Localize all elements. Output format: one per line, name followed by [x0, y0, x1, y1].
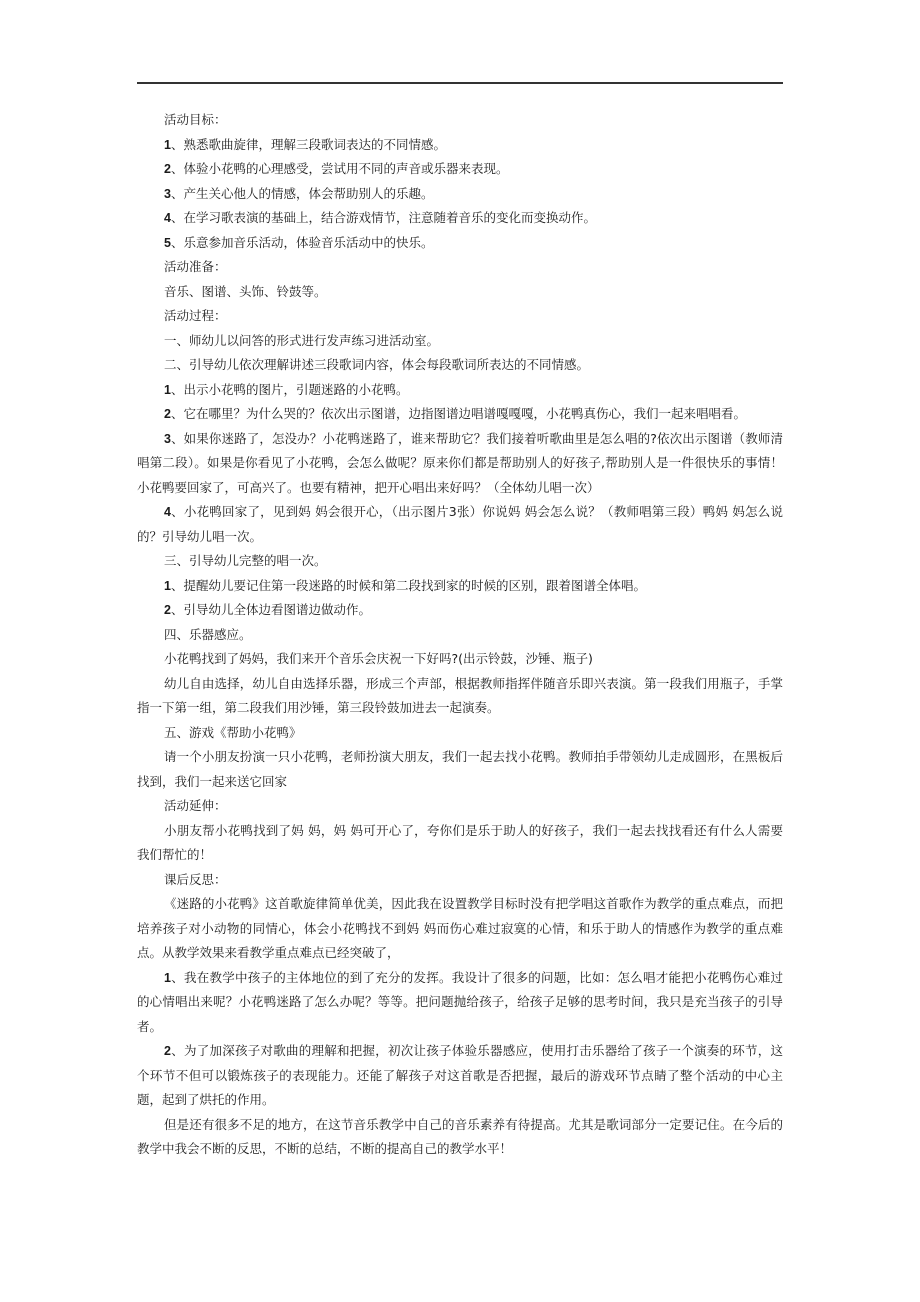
- paragraph-text: 、乐意参加音乐活动，体验音乐活动中的快乐。: [170, 234, 434, 250]
- paragraph: [137, 549, 783, 574]
- paragraph: [137, 598, 783, 623]
- paragraph: [137, 231, 783, 256]
- paragraph-text: 五、游戏《帮助小花鸭》: [164, 724, 302, 740]
- paragraph: [137, 1113, 783, 1162]
- paragraph: [137, 1039, 783, 1113]
- paragraph-text: 、出示小花鸭的图片，引题迷路的小花鸭。: [170, 381, 409, 397]
- item-number: 4: [164, 211, 171, 225]
- paragraph-text: 《迷路的小花鸭》这首歌旋律简单优美，因此我在设置教学目标时没有把学唱这首歌作为教学的重点难点，而把培养孩子对小动物的同情心，体会小花鸭找不到妈 妈而伤心难过寂寞的心情，和乐于助人的情感作为教学的重点难点。从教学效果来看教学重点难点已经突破了，: [137, 896, 783, 960]
- paragraph: [137, 868, 783, 893]
- paragraph-text: 活动过程：: [164, 308, 227, 323]
- item-number: 3: [164, 431, 171, 446]
- item-number: 3: [164, 186, 171, 201]
- paragraph-text: 二、引导幼儿依次理解讲述三段歌词内容，体会每段歌词所表达的不同情感。: [164, 357, 590, 372]
- paragraph: [137, 133, 783, 158]
- paragraph: [137, 794, 783, 819]
- paragraph: [137, 500, 783, 549]
- paragraph: [137, 108, 783, 133]
- paragraph-text: 但是还有很多不足的地方，在这节音乐教学中自己的音乐素养有待提高。尤其是歌词部分一定要记住。在今后的教学中我会不断的反思，不断的总结，不断的提高自己的教学水平！: [137, 1116, 783, 1156]
- paragraph-text: 、它在哪里？为什么哭的？依次出示图谱，边指图谱边唱谱嘎嘎嘎，小花鸭真伤心，我们一起来唱唱看。: [170, 406, 746, 421]
- paragraph: [137, 378, 783, 403]
- paragraph: [137, 623, 783, 648]
- paragraph: [137, 255, 783, 280]
- paragraph-text: 、引导幼儿全体边看图谱边做动作。: [170, 602, 371, 617]
- paragraph-text: 、小花鸭回家了，见到妈 妈会很开心，（出示图片3张）你说妈 妈会怎么说？（教师唱第三段）鸭妈 妈怎么说的？引导幼儿唱一次。: [137, 504, 783, 544]
- paragraph-text: 课后反思：: [164, 871, 227, 887]
- paragraph: [137, 427, 783, 501]
- paragraph-text: 、体验小花鸭的心理感受，尝试用不同的声音或乐器来表现。: [170, 161, 509, 176]
- paragraph-text: 音乐、图谱、头饰、铃鼓等。: [164, 283, 327, 299]
- item-number: 2: [164, 1044, 171, 1058]
- paragraph-text: 、提醒幼儿要记住第一段迷路的时候和第二段找到家的时候的区别，跟着图谱全体唱。: [170, 577, 646, 593]
- paragraph-text: 、为了加深孩子对歌曲的理解和把握，初次让孩子体验乐器感应，使用打击乐器给了孩子一个演奏的环节，这个环节不但可以锻炼孩子的表现能力。还能了解孩子对这首歌是否把握，最后的游戏环节点睛了整个活动的中心主题，起到了烘托的作用。: [137, 1043, 783, 1107]
- item-number: 5: [164, 235, 171, 250]
- header-rule: [137, 82, 783, 84]
- item-number: 2: [164, 162, 171, 176]
- paragraph-text: 活动延伸：: [164, 798, 227, 813]
- paragraph: [137, 574, 783, 599]
- paragraph-text: 四、乐器感应。: [164, 626, 252, 642]
- paragraph: [137, 182, 783, 207]
- paragraph-text: 、产生关心他人的情感，体会帮助别人的乐趣。: [170, 185, 434, 201]
- paragraph-text: 一、师幼儿以问答的形式进行发声练习进活动室。: [164, 332, 440, 348]
- paragraph: [137, 329, 783, 354]
- item-number: 1: [164, 578, 171, 593]
- paragraph: [137, 966, 783, 1040]
- item-number: 2: [164, 407, 171, 421]
- paragraph: [137, 353, 783, 378]
- paragraph: [137, 647, 783, 672]
- paragraph-text: 幼儿自由选择，幼儿自由选择乐器，形成三个声部，根据教师指挥伴随音乐即兴表演。第一段我们用瓶子，手掌指一下第一组，第二段我们用沙锤，第三段铃鼓加进去一起演奏。: [137, 675, 783, 715]
- paragraph: [137, 157, 783, 182]
- paragraph-text: 三、引导幼儿完整的唱一次。: [164, 553, 327, 568]
- item-number: 1: [164, 137, 171, 152]
- paragraph: [137, 304, 783, 329]
- paragraph-text: 、熟悉歌曲旋律，理解三段歌词表达的不同情感。: [170, 136, 446, 152]
- paragraph: [137, 721, 783, 746]
- paragraph: [137, 206, 783, 231]
- paragraph: [137, 819, 783, 868]
- paragraph-text: 小朋友帮小花鸭找到了妈 妈，妈 妈可开心了，夸你们是乐于助人的好孩子，我们一起去找找看还有什么人需要我们帮忙的！: [137, 822, 783, 862]
- paragraph-text: 活动目标：: [164, 112, 227, 127]
- item-number: 1: [164, 382, 171, 397]
- document-body: [137, 108, 783, 1162]
- paragraph-text: 、如果你迷路了，怎没办？小花鸭迷路了，谁来帮助它？我们接着听歌曲里是怎么唱的?依次出示图谱（教师清唱第二段）。如果是你看见了小花鸭，会怎么做呢？原来你们都是帮助别人的好孩子,帮助别人是一件很快乐的事情！小花鸭要回家了，可高兴了。也要有精神，把开心唱出来好吗？（全体幼儿唱一次）: [137, 430, 783, 495]
- item-number: 1: [164, 970, 171, 985]
- paragraph-text: 、我在教学中孩子的主体地位的到了充分的发挥。我设计了很多的问题，比如：怎么唱才能把小花鸭伤心难过的心情唱出来呢？小花鸭迷路了怎么办呢？等等。把问题抛给孩子，给孩子足够的思考时间，我只是充当孩子的引导者。: [137, 969, 783, 1034]
- paragraph: [137, 672, 783, 721]
- item-number: 2: [164, 603, 171, 617]
- paragraph: [137, 745, 783, 794]
- paragraph: [137, 892, 783, 966]
- paragraph-text: 请一个小朋友扮演一只小花鸭，老师扮演大朋友，我们一起去找小花鸭。教师拍手带领幼儿走成圆形，在黑板后找到，我们一起来送它回家: [137, 749, 783, 789]
- item-number: 4: [164, 505, 171, 519]
- paragraph: [137, 402, 783, 427]
- paragraph-text: 、在学习歌表演的基础上，结合游戏情节，注意随着音乐的变化而变换动作。: [170, 210, 596, 225]
- paragraph-text: 活动准备：: [164, 259, 227, 274]
- paragraph-text: 小花鸭找到了妈妈，我们来开个音乐会庆祝一下好吗?(出示铃鼓，沙锤、瓶子): [164, 651, 593, 666]
- paragraph: [137, 280, 783, 305]
